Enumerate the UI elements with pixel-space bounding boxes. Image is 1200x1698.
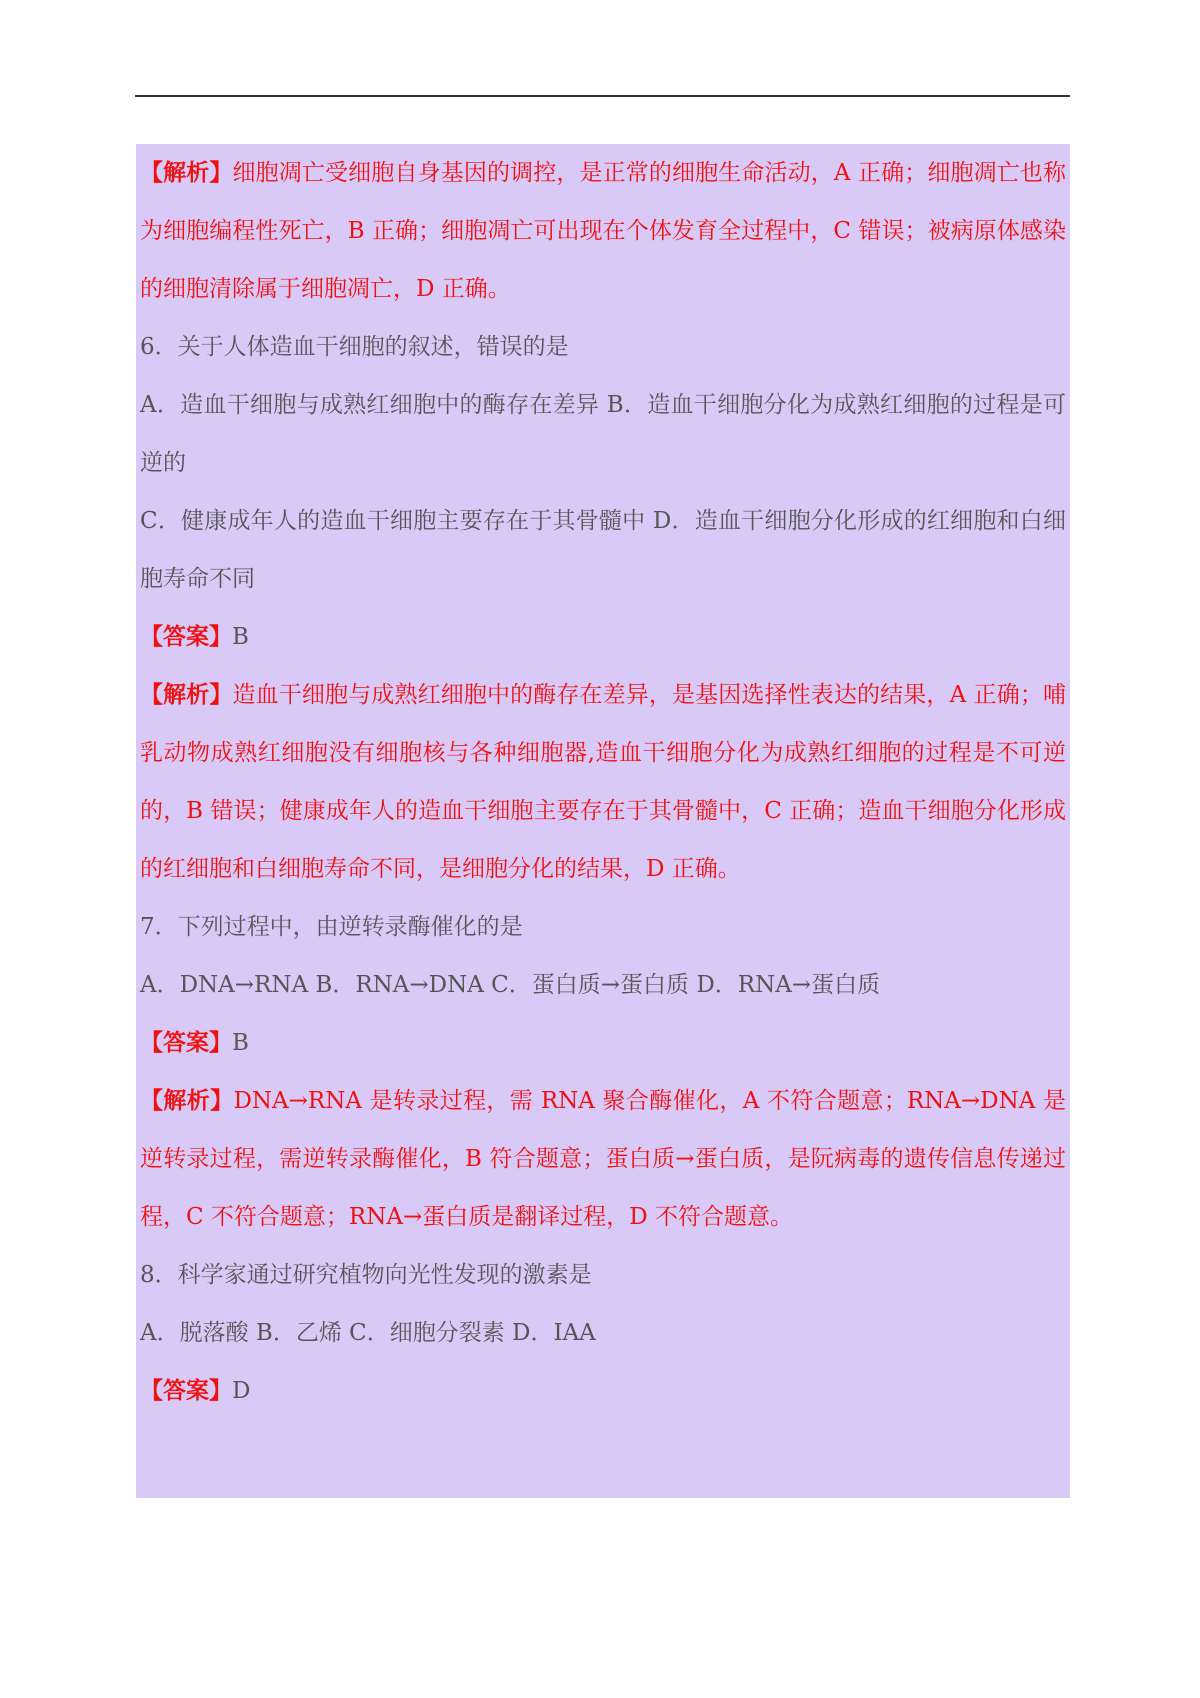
- analysis-label: 【解析】: [140, 681, 233, 708]
- analysis-paragraph: [140, 666, 1066, 898]
- options-6-cd: [140, 492, 1066, 608]
- analysis-label: 【解析】: [140, 159, 233, 186]
- question-7: [140, 898, 1066, 956]
- analysis-paragraph: [140, 144, 1066, 318]
- options-text: A．脱落酸 B．乙烯 C．细胞分裂素 D．IAA: [140, 1320, 596, 1346]
- options-7: [140, 956, 1066, 1014]
- options-text: A．DNA→RNA B．RNA→DNA C．蛋白质→蛋白质 D．RNA→蛋白质: [140, 972, 881, 998]
- answer-value: B: [232, 624, 249, 650]
- question-text: 7．下列过程中，由逆转录酶催化的是: [140, 914, 523, 940]
- analysis-text: 造血干细胞与成熟红细胞中的酶存在差异，是基因选择性表达的结果，A 正确；哺乳动物成熟红细胞没有细胞核与各种细胞器,造血干细胞分化为成熟红细胞的过程是不可逆的，B 错误；健康成年人的造血干细胞主要存在于其骨髓中，C 正确；造血干细胞分化形成的红细胞和白细胞寿命不同，是细胞分化的结果，D 正确。: [140, 682, 1067, 882]
- question-6: [140, 318, 1066, 376]
- options-text: A．造血干细胞与成熟红细胞中的酶存在差异 B．造血干细胞分化为成熟红细胞的过程是可逆的: [140, 392, 1066, 476]
- answer-label: 【答案】: [140, 1029, 232, 1056]
- question-text: 6．关于人体造血干细胞的叙述，错误的是: [140, 334, 569, 360]
- answer-value: D: [232, 1378, 251, 1404]
- answer-6: [140, 608, 1066, 666]
- analysis-text: 细胞凋亡受细胞自身基因的调控，是正常的细胞生命活动，A 正确；细胞凋亡也称为细胞编程性死亡，B 正确；细胞凋亡可出现在个体发育全过程中，C 错误；被病原体感染的细胞清除属于细胞凋亡，D 正确。: [140, 160, 1067, 302]
- answer-value: B: [232, 1030, 249, 1056]
- analysis-text: DNA→RNA 是转录过程，需 RNA 聚合酶催化，A 不符合题意；RNA→DNA 是逆转录过程，需逆转录酶催化，B 符合题意；蛋白质→蛋白质，是阮病毒的遗传信息传递过程，C 不符合题意；RNA→蛋白质是翻译过程，D 不符合题意。: [140, 1088, 1067, 1230]
- analysis-label: 【解析】: [140, 1087, 234, 1114]
- answer-7: [140, 1014, 1066, 1072]
- answer-label: 【答案】: [140, 1377, 232, 1404]
- answer-label: 【答案】: [140, 623, 232, 650]
- analysis-paragraph: [140, 1072, 1066, 1246]
- options-6-ab: [140, 376, 1066, 492]
- question-text: 8．科学家通过研究植物向光性发现的激素是: [140, 1262, 592, 1288]
- answer-8: [140, 1362, 1066, 1420]
- header-rule: [135, 95, 1070, 97]
- content-band: [136, 144, 1070, 1498]
- options-text: C．健康成年人的造血干细胞主要存在于其骨髓中 D．造血干细胞分化形成的红细胞和白细胞寿命不同: [140, 508, 1066, 592]
- question-8: [140, 1246, 1066, 1304]
- options-8: [140, 1304, 1066, 1362]
